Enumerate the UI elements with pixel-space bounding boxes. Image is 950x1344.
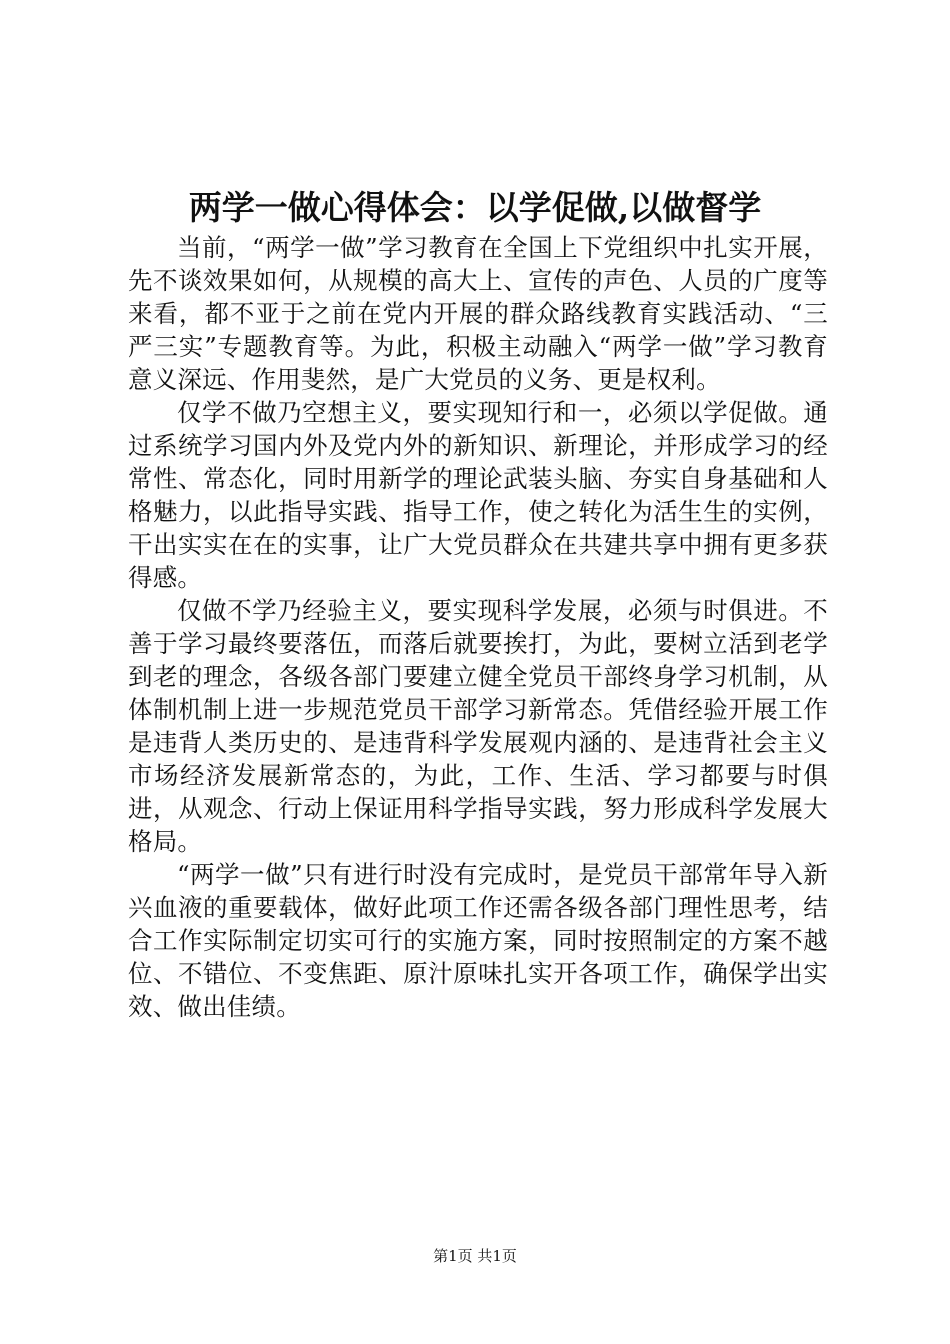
document-body <box>128 231 828 1023</box>
page-number: 第1页 共1页 <box>433 1247 517 1265</box>
paragraph-2: 仅学不做乃空想主义，要实现知行和一，必须以学促做。通过系统学习国内外及党内外的新知识、新理论，并形成学习的经常性、常态化，同时用新学的理论武装头脑、夯实自身基础和人格魅力，以此指导实践、指导工作，使之转化为活生生的实例，干出实实在在的实事，让广大党员群众在共建共享中拥有更多获得感。 <box>128 398 828 592</box>
document-title: 两学一做心得体会：以学促做,以做督学 <box>188 188 762 227</box>
paragraph-3: 仅做不学乃经验主义，要实现科学发展，必须与时俱进。不善于学习最终要落伍，而落后就要挨打，为此，要树立活到老学到老的理念，各级各部门要建立健全党员干部终身学习机制，从体制机制上进一步规范党员干部学习新常态。凭借经验开展工作是违背人类历史的、是违背科学发展观内涵的、是违背社会主义市场经济发展新常态的，为此，工作、生活、学习都要与时俱进，从观念、行动上保证用科学指导实践，努力形成科学发展大格局。 <box>128 596 828 856</box>
paragraph-4: “两学一做”只有进行时没有完成时，是党员干部常年导入新兴血液的重要载体，做好此项工作还需各级各部门理性思考，结合工作实际制定切实可行的实施方案，同时按照制定的方案不越位、不错位、不变焦距、原汁原味扎实开各项工作，确保学出实效、做出佳绩。 <box>128 860 828 1021</box>
paragraph-1: 当前，“两学一做”学习教育在全国上下党组织中扎实开展，先不谈效果如何，从规模的高大上、宣传的声色、人员的广度等来看，都不亚于之前在党内开展的群众路线教育实践活动、“三严三实”专题教育等。为此，积极主动融入“两学一做”学习教育意义深远、作用斐然，是广大党员的义务、更是权利。 <box>128 233 828 394</box>
